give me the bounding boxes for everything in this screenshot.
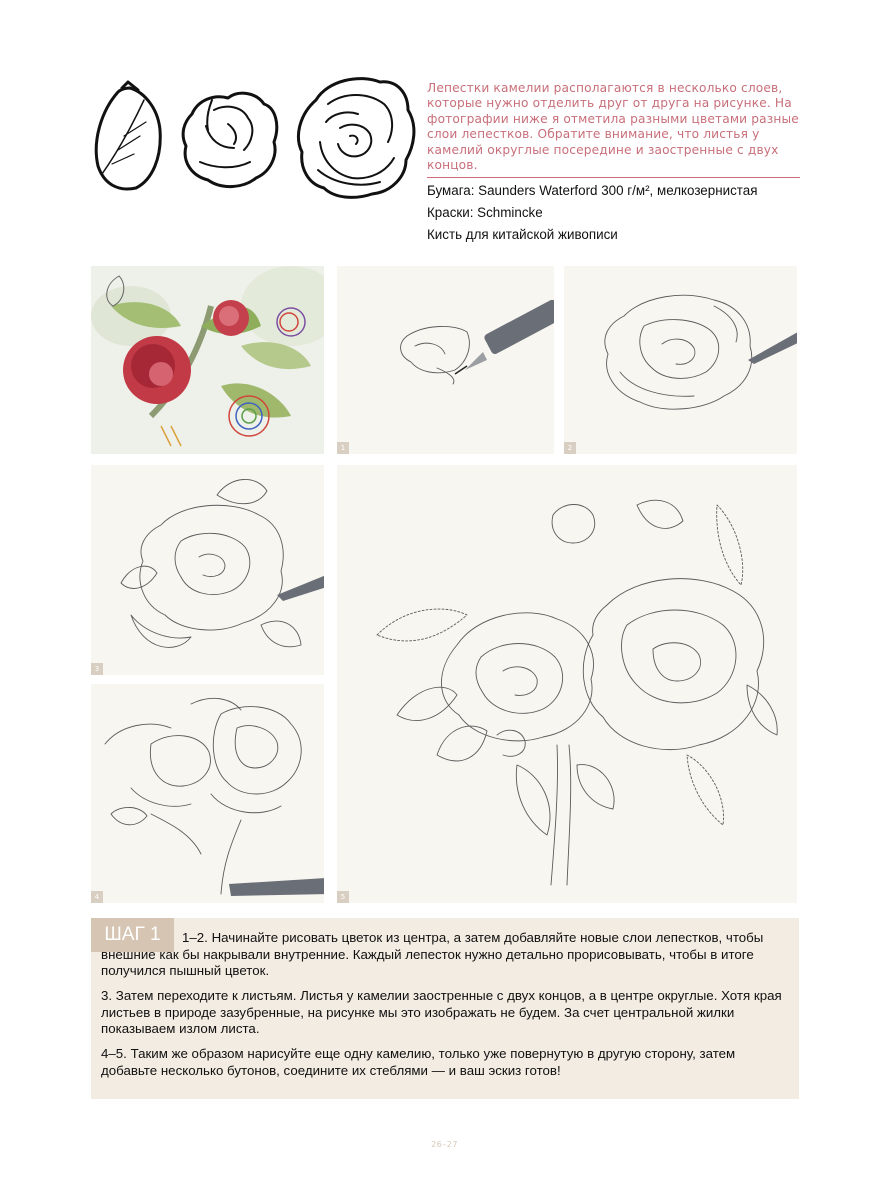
ink-sketches: [88, 70, 418, 205]
step-badge: ШАГ 1: [91, 918, 174, 952]
panel-number: 5: [337, 891, 349, 903]
step-block: [91, 918, 799, 1099]
panel-number: 3: [91, 663, 103, 675]
materials-paints: Краски: Schmincke: [427, 205, 543, 220]
panel-number: 1: [337, 442, 349, 454]
step-panel-2: [564, 266, 797, 454]
camellia-photo: [91, 266, 324, 454]
page-numbers: 26–27: [431, 1140, 458, 1149]
step-paragraph-2: 3. Затем переходите к листьям. Листья у камелии заостренные с двух концов, а в центре округлые. Хотя края листьев в природе зазубренные, на рисунке мы это изображать не будем. За счет центральной жилки показываем излом листа.: [101, 988, 782, 1036]
step-panel-5: [337, 465, 797, 903]
leaf-sketch: [96, 82, 160, 189]
divider-line: [427, 177, 800, 178]
large-camellia-sketch: [298, 79, 413, 198]
panel-number: 2: [564, 442, 576, 454]
small-camellia-sketch: [183, 93, 277, 186]
step-panel-4: [91, 684, 324, 903]
step-panel-1: [337, 266, 554, 454]
materials-paper: Бумага: Saunders Waterford 300 г/м², мелкозернистая: [427, 183, 758, 198]
step-paragraph-3: 4–5. Таким же образом нарисуйте еще одну камелию, только уже повернутую в другую сторону, затем добавьте несколько бутонов, соедините их стеблями — и ваш эскиз готов!: [101, 1046, 736, 1078]
panel-number: 4: [91, 891, 103, 903]
intro-text: Лепестки камелии располагаются в несколько слоев, которые нужно отделить друг от друга на рисунке. На фотографии ниже я отметила разными цветами разные слои лепестков. Обратите внимание, что листья у камелий округлые посередине и заостренные с двух концов.: [427, 81, 799, 173]
materials-brush: Кисть для китайской живописи: [427, 227, 618, 242]
step-paragraph-1: 1–2. Начинайте рисовать цветок из центра, а затем добавляйте новые слои лепестков, чтобы внешние как бы накрывали внутренние. Каждый лепесток нужно детально прорисовывать, чтобы в итоге получился пышный цветок.: [101, 930, 764, 978]
step-panel-3: [91, 465, 324, 675]
